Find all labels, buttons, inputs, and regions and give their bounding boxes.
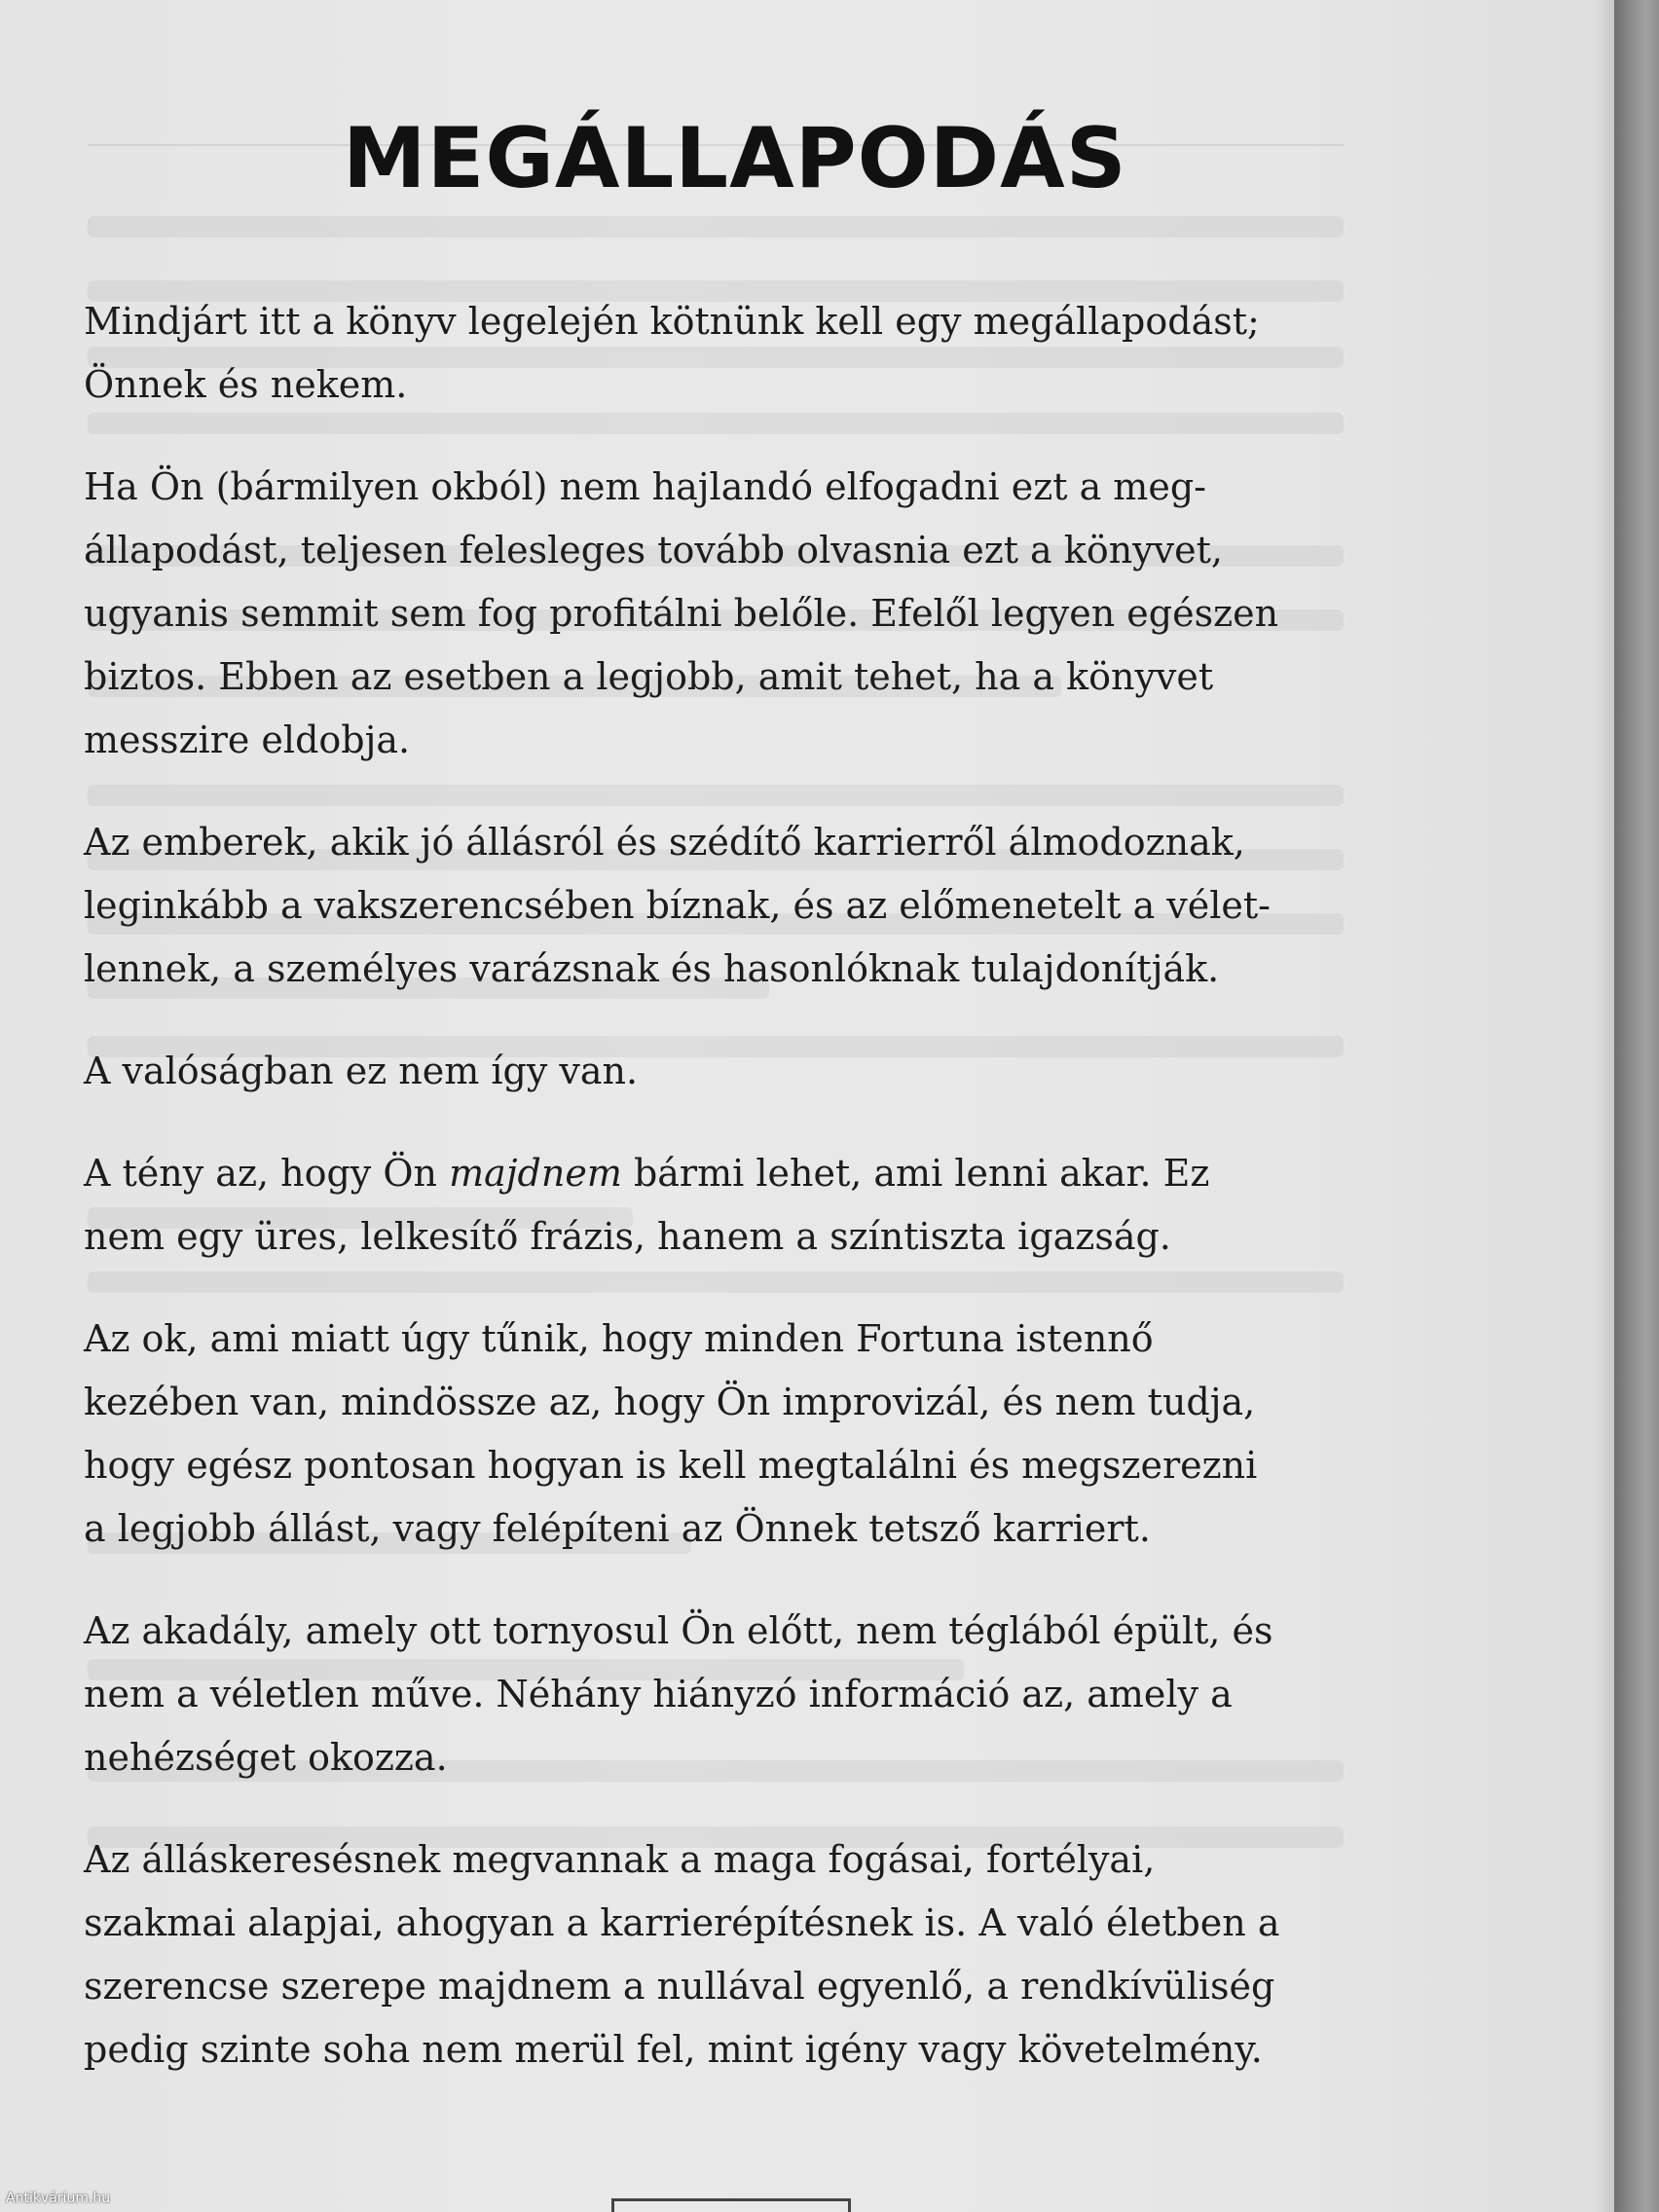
paragraph-8 xyxy=(84,1828,1369,2082)
text-line: Az akadály, amely ott tornyosul Ön előtt, nem téglából épült, és xyxy=(84,1609,1273,1652)
text-line: nem a véletlen műve. Néhány hiányzó információ az, amely a xyxy=(84,1673,1233,1715)
paragraph-4 xyxy=(84,1040,1369,1103)
text-line: nem egy üres, lelkesítő frázis, hanem a színtiszta igazság. xyxy=(84,1215,1171,1258)
book-spine-edge xyxy=(1614,0,1659,2212)
watermark: Antikvárium.hu xyxy=(6,2191,111,2206)
ghost-line xyxy=(88,216,1344,238)
text-line: kezében van, mindössze az, hogy Ön improvizál, és nem tudja, xyxy=(84,1381,1256,1423)
text-line: Önnek és nekem. xyxy=(84,363,408,406)
text-line: messzire eldobja. xyxy=(84,719,411,761)
text-line: szerencse szerepe majdnem a nullával egyenlő, a rendkívüliség xyxy=(84,1965,1275,2008)
paragraph-6 xyxy=(84,1308,1369,1561)
text-line: pedig szinte soha nem merül fel, mint igény vagy követelmény. xyxy=(84,2028,1263,2071)
text-segment: bármi lehet, ami lenni akar. Ez xyxy=(621,1152,1210,1195)
text-line: Mindjárt itt a könyv legelején kötnünk kell egy megállapodást; xyxy=(84,300,1260,343)
text-line: szakmai alapjai, ahogyan a karrierépítésnek is. A való életben a xyxy=(84,1901,1280,1944)
paragraph-1 xyxy=(84,290,1369,417)
text-segment: A tény az, hogy Ön xyxy=(84,1152,450,1195)
paragraph-7 xyxy=(84,1600,1369,1789)
paragraph-2 xyxy=(84,456,1369,772)
text-line: Az ok, ami miatt úgy tűnik, hogy minden Fortuna istennő xyxy=(84,1317,1154,1360)
text-line: állapodást, teljesen felesleges tovább olvasnia ezt a könyvet, xyxy=(84,529,1223,571)
text-line: Ha Ön (bármilyen okból) nem hajlandó elfogadni ezt a meg- xyxy=(84,465,1206,508)
text-line: A valóságban ez nem így van. xyxy=(84,1050,639,1092)
text-line: hogy egész pontosan hogyan is kell megtalálni és megszerezni xyxy=(84,1444,1258,1487)
chapter-title: MEGÁLLAPODÁS xyxy=(343,110,1127,207)
paragraph-3 xyxy=(84,811,1369,1001)
text-line: leginkább a vakszerencsében bíznak, és az előmenetelt a vélet- xyxy=(84,884,1272,927)
text-line: biztos. Ebben az esetben a legjobb, amit tehet, ha a könyvet xyxy=(84,655,1214,698)
page-number-box xyxy=(611,2198,851,2212)
body-text xyxy=(84,290,1369,2120)
text-line: Az álláskeresésnek megvannak a maga fogásai, fortélyai, xyxy=(84,1838,1156,1881)
text-line: nehézséget okozza. xyxy=(84,1736,448,1779)
text-line: ugyanis semmit sem fog profitálni belőle. Efelől legyen egészen xyxy=(84,592,1279,635)
italic-emphasis: majdnem xyxy=(449,1152,622,1195)
text-line: a legjobb állást, vagy felépíteni az Önnek tetsző karriert. xyxy=(84,1507,1151,1550)
text-line: lennek, a személyes varázsnak és hasonlóknak tulajdonítják. xyxy=(84,947,1220,990)
page-edge-shadow xyxy=(1595,0,1614,2212)
paragraph-5 xyxy=(84,1142,1369,1269)
text-line: Az emberek, akik jó állásról és szédítő karrierről álmodoznak, xyxy=(84,821,1245,864)
